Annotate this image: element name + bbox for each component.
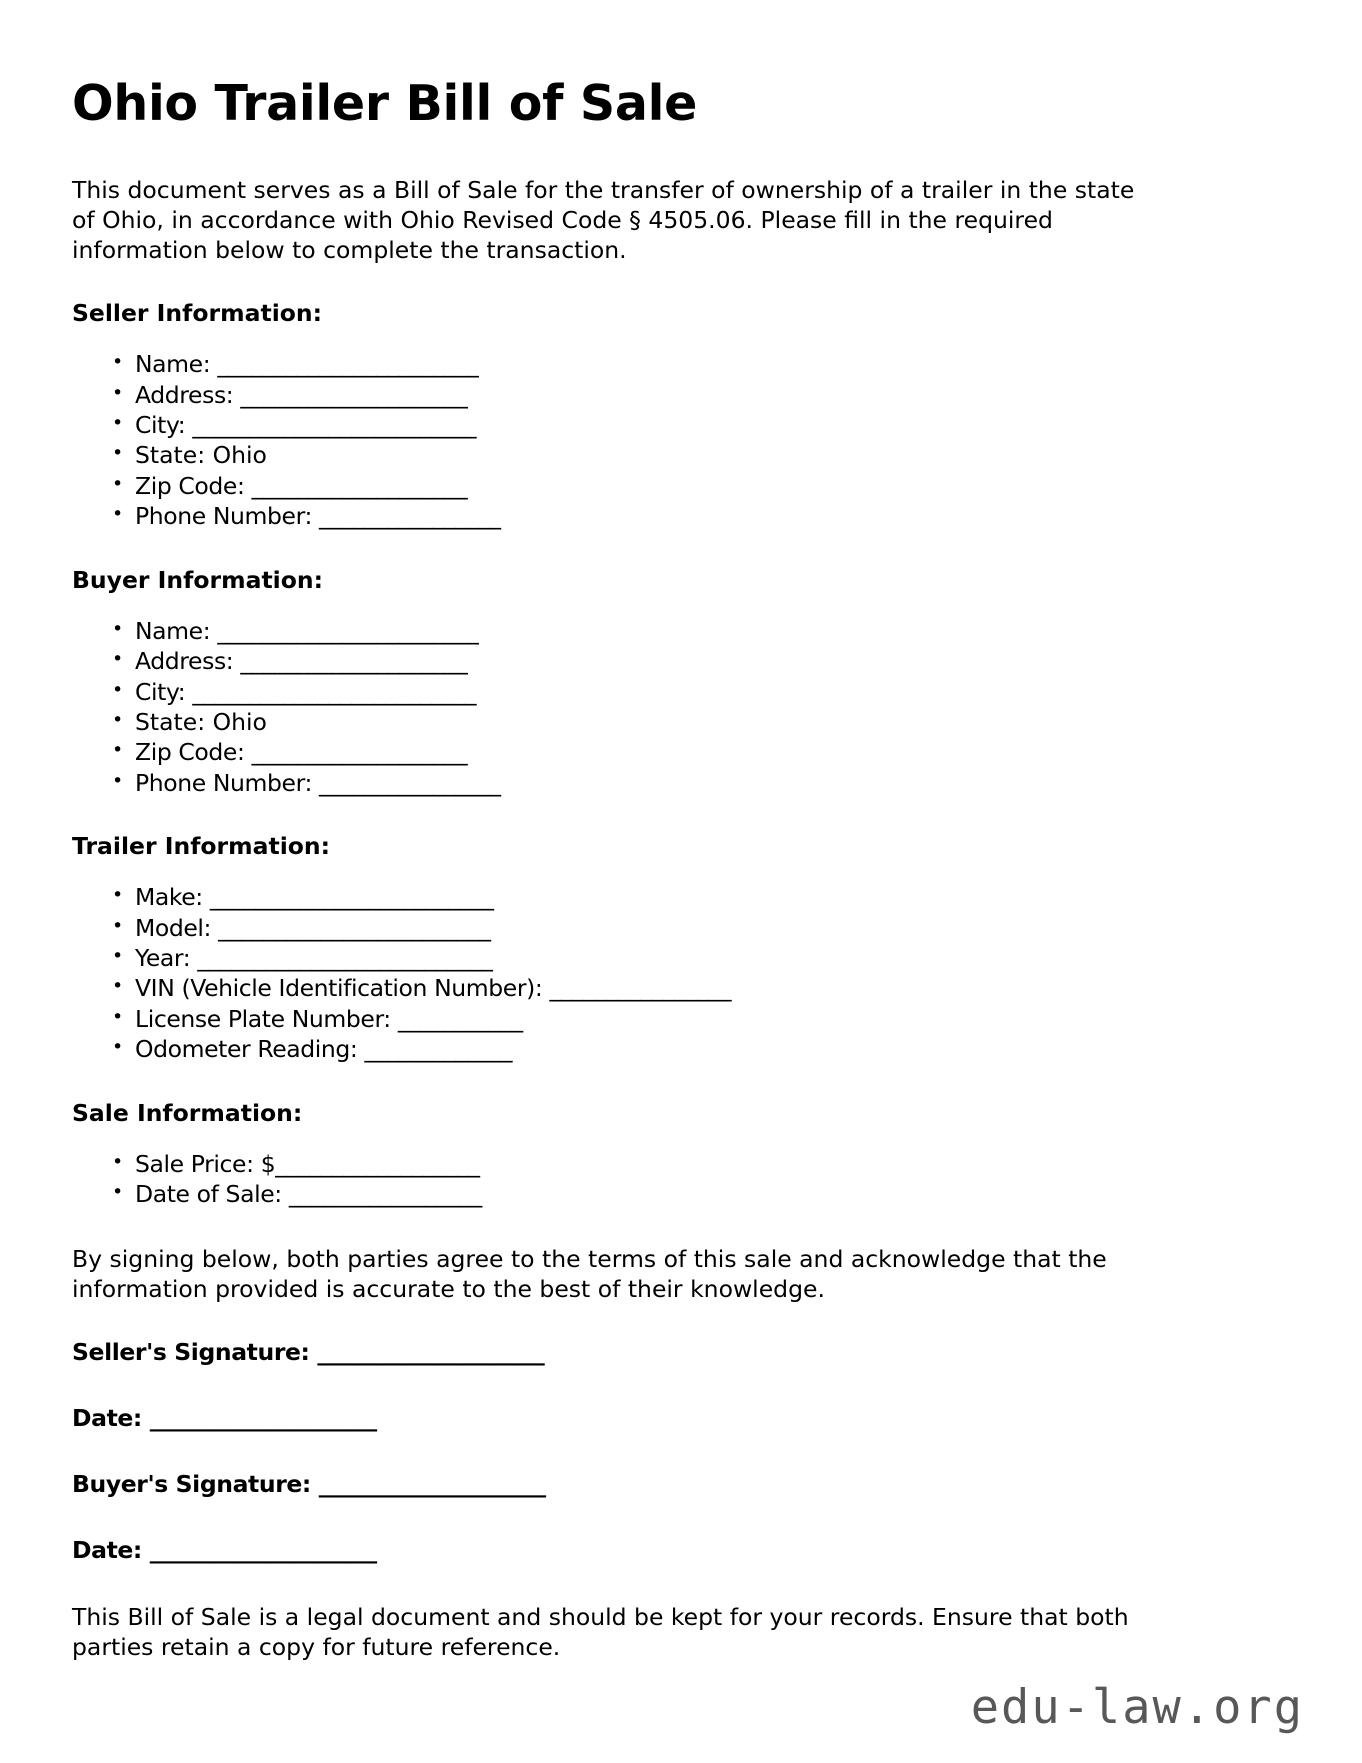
field-list-buyer bbox=[72, 616, 1242, 799]
field-buyer-city: • City: _________________________ bbox=[112, 677, 1242, 707]
field-trailer-odometer: • Odometer Reading: _____________ bbox=[112, 1034, 1242, 1064]
field-sale-date: • Date of Sale: _________________ bbox=[112, 1179, 1242, 1209]
field-list-trailer bbox=[72, 882, 1242, 1065]
section-heading-trailer: Trailer Information: bbox=[72, 832, 331, 861]
field-trailer-model: • Model: ________________________ bbox=[112, 913, 1242, 943]
field-seller-city: • City: _________________________ bbox=[112, 410, 1242, 440]
field-list-seller bbox=[72, 349, 1242, 532]
closing-paragraph: This Bill of Sale is a legal document and should be kept for your records. Ensure that both parties retain a copy for future reference. bbox=[72, 1602, 1129, 1661]
field-seller-name: • Name: _______________________ bbox=[112, 349, 1242, 379]
field-buyer-name: • Name: _______________________ bbox=[112, 616, 1242, 646]
buyer-date-line: Date: ____________________ bbox=[72, 1535, 377, 1564]
field-trailer-vin: • VIN (Vehicle Identification Number): ________________ bbox=[112, 973, 1242, 1003]
section-heading-buyer: Buyer Information: bbox=[72, 565, 324, 594]
agreement-paragraph: By signing below, both parties agree to the terms of this sale and acknowledge that the information provided is accurate to the best of their knowledge. bbox=[72, 1244, 1107, 1303]
section-heading-seller: Seller Information: bbox=[72, 299, 323, 328]
field-sale-price: • Sale Price: $__________________ bbox=[112, 1149, 1242, 1179]
field-trailer-license-plate: • License Plate Number: ___________ bbox=[112, 1004, 1242, 1034]
field-buyer-zip: • Zip Code: ___________________ bbox=[112, 737, 1242, 767]
intro-paragraph: This document serves as a Bill of Sale for the transfer of ownership of a trailer in the state of Ohio, in accordance with Ohio Revised Code § 4505.06. Please fill in the required information below to complete the transaction. bbox=[72, 175, 1135, 265]
page-title: Ohio Trailer Bill of Sale bbox=[72, 75, 698, 132]
buyer-signature-line: Buyer's Signature: ____________________ bbox=[72, 1469, 546, 1498]
field-trailer-make: • Make: _________________________ bbox=[112, 882, 1242, 912]
field-seller-state: • State: Ohio bbox=[112, 440, 1242, 470]
section-heading-sale: Sale Information: bbox=[72, 1098, 303, 1127]
field-buyer-phone: • Phone Number: ________________ bbox=[112, 768, 1242, 798]
seller-date-line: Date: ____________________ bbox=[72, 1403, 377, 1432]
field-seller-address: • Address: ____________________ bbox=[112, 380, 1242, 410]
seller-signature-line: Seller's Signature: ____________________ bbox=[72, 1337, 545, 1366]
field-seller-phone: • Phone Number: ________________ bbox=[112, 501, 1242, 531]
field-list-sale bbox=[72, 1149, 1242, 1210]
field-buyer-state: • State: Ohio bbox=[112, 707, 1242, 737]
field-trailer-year: • Year: __________________________ bbox=[112, 943, 1242, 973]
site-watermark: edu-law.org bbox=[970, 1680, 1304, 1735]
field-buyer-address: • Address: ____________________ bbox=[112, 646, 1242, 676]
field-seller-zip: • Zip Code: ___________________ bbox=[112, 471, 1242, 501]
